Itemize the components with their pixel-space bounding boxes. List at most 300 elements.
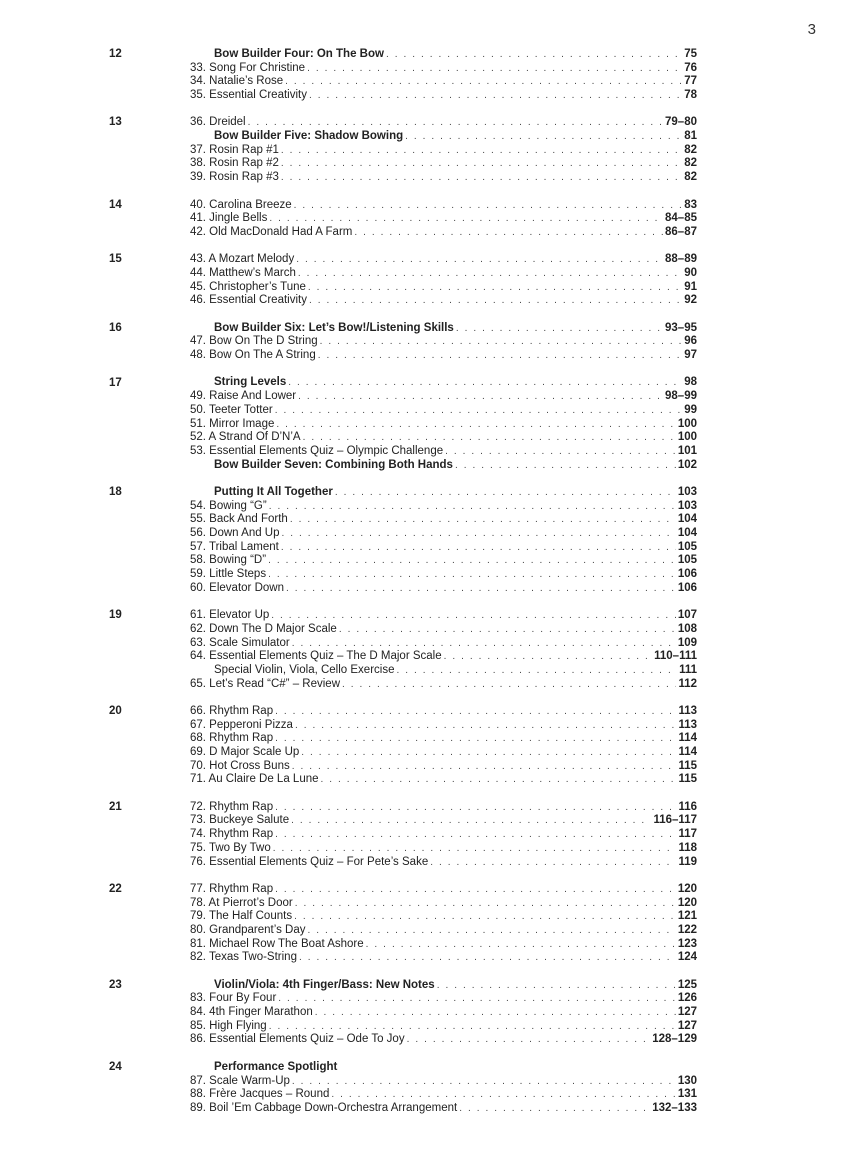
entry-title: Special Violin, Viola, Cello Exercise	[214, 663, 395, 676]
dot-leader	[275, 404, 683, 418]
entry-page: 115	[678, 759, 697, 772]
entry-page: 126	[677, 992, 697, 1005]
entry-title: 75. Two By Two	[190, 841, 271, 854]
section-page-number: 23	[109, 978, 122, 991]
dot-leader	[292, 1075, 676, 1089]
dot-leader	[291, 814, 651, 828]
toc-section	[109, 979, 697, 1047]
toc-entry	[190, 705, 697, 719]
entry-page: 102	[677, 458, 697, 471]
entry-title: 35. Essential Creativity	[190, 89, 307, 102]
toc-entry	[190, 322, 697, 336]
toc-entry	[190, 171, 697, 185]
dot-leader	[298, 267, 682, 281]
entry-title: 81. Michael Row The Boat Ashore	[190, 937, 364, 950]
section-entries	[190, 322, 697, 363]
toc-entry	[190, 623, 697, 637]
dot-leader	[430, 856, 676, 870]
toc-section	[109, 199, 697, 240]
entry-title: 55. Back And Forth	[190, 513, 288, 526]
entry-title: 67. Pepperoni Pizza	[190, 718, 293, 731]
dot-leader	[248, 116, 663, 130]
entry-title: 58. Bowing “D”	[190, 554, 267, 567]
entry-page: 104	[677, 513, 697, 526]
entry-title: 50. Teeter Totter	[190, 403, 273, 416]
dot-leader	[275, 732, 676, 746]
dot-leader	[278, 992, 676, 1006]
entry-page: 75	[684, 47, 697, 60]
dot-leader	[269, 212, 663, 226]
entry-title: 78. At Pierrot’s Door	[190, 896, 293, 909]
dot-leader	[318, 349, 682, 363]
section-page-number: 21	[109, 800, 122, 813]
entry-page: 130	[677, 1074, 697, 1087]
toc-entry	[190, 253, 697, 267]
entry-page: 124	[677, 951, 697, 964]
entry-title: 37. Rosin Rap #1	[190, 143, 279, 156]
entry-page: 125	[677, 978, 697, 991]
dot-leader	[281, 144, 682, 158]
section-page-number: 24	[109, 1060, 122, 1073]
dot-leader	[275, 705, 676, 719]
section-entries	[190, 801, 697, 869]
dot-leader	[281, 171, 682, 185]
entry-page: 114	[678, 732, 697, 745]
toc-entry	[190, 582, 697, 596]
section-entries	[190, 253, 697, 308]
dot-leader	[354, 226, 663, 240]
entry-page: 98–99	[665, 390, 697, 403]
toc-entry	[190, 404, 697, 418]
entry-page: 119	[678, 855, 697, 868]
toc-entry	[190, 130, 697, 144]
section-entries	[190, 377, 697, 473]
dot-leader	[321, 773, 677, 787]
entry-page: 122	[677, 923, 697, 936]
dot-leader	[275, 801, 676, 815]
toc-entry	[190, 144, 697, 158]
entry-title: 47. Bow On The D String	[190, 335, 318, 348]
toc-section	[109, 322, 697, 363]
dot-leader	[295, 719, 677, 733]
dot-leader	[386, 48, 682, 62]
entry-title: 85. High Flying	[190, 1019, 267, 1032]
toc-section	[109, 377, 697, 473]
entry-page: 105	[677, 540, 697, 553]
entry-title: Bow Builder Four: On The Bow	[214, 47, 384, 60]
entry-page: 120	[677, 896, 697, 909]
toc-entry	[190, 527, 697, 541]
entry-title: 87. Scale Warm-Up	[190, 1074, 290, 1087]
entry-page: 111	[679, 663, 697, 676]
entry-title: Bow Builder Seven: Combining Both Hands	[214, 458, 453, 471]
section-entries	[190, 609, 697, 691]
table-of-contents	[109, 48, 697, 1129]
entry-title: 73. Buckeye Salute	[190, 814, 290, 827]
entry-title: 84. 4th Finger Marathon	[190, 1006, 313, 1019]
toc-entry	[190, 979, 697, 993]
entry-page: 93–95	[665, 321, 697, 334]
entry-title: 89. Boil ’Em Cabbage Down-Orchestra Arrangement	[190, 1101, 458, 1114]
dot-leader	[342, 678, 676, 692]
entry-title: 43. A Mozart Melody	[190, 253, 295, 266]
entry-page: 117	[678, 828, 697, 841]
entry-page: 97	[684, 349, 697, 362]
dot-leader	[307, 62, 682, 76]
toc-entry	[190, 158, 697, 172]
dot-leader	[292, 637, 676, 651]
dot-leader	[269, 500, 676, 514]
section-page-number: 12	[109, 48, 122, 60]
entry-title: 41. Jingle Bells	[190, 212, 268, 225]
entry-title: Bow Builder Five: Shadow Bowing	[214, 130, 404, 143]
entry-page: 120	[677, 882, 697, 895]
entry-title: 45. Christopher’s Tune	[190, 280, 306, 293]
entry-page: 113	[678, 718, 697, 731]
entry-title: 48. Bow On The A String	[190, 349, 316, 362]
entry-page: 103	[677, 485, 697, 498]
entry-title: 33. Song For Christine	[190, 61, 306, 74]
section-page-number: 19	[109, 609, 122, 622]
entry-page: 82	[684, 171, 697, 184]
toc-entry	[190, 349, 697, 363]
entry-title: 39. Rosin Rap #3	[190, 171, 279, 184]
toc-entry	[190, 678, 697, 692]
toc-entry	[190, 48, 697, 62]
entry-page: 128–129	[652, 1033, 697, 1046]
dot-leader	[301, 746, 676, 760]
entry-page: 127	[677, 1019, 697, 1032]
entry-page: 100	[677, 417, 697, 430]
entry-page: 78	[684, 89, 697, 102]
dot-leader	[294, 199, 683, 213]
section-entries	[190, 979, 697, 1047]
toc-entry	[190, 856, 697, 870]
toc-entry	[190, 1102, 697, 1116]
entry-page: 115	[678, 773, 697, 786]
toc-entry	[190, 842, 697, 856]
toc-entry	[190, 609, 697, 623]
toc-section	[109, 609, 697, 691]
toc-entry	[190, 199, 697, 213]
toc-entry	[190, 828, 697, 842]
dot-leader	[445, 445, 676, 459]
entry-page: 100	[677, 431, 697, 444]
dot-leader	[299, 951, 676, 965]
toc-entry	[190, 924, 697, 938]
toc-entry	[190, 212, 697, 226]
entry-title: 61. Elevator Up	[190, 609, 270, 622]
entry-title: 65. Let’s Read “C#” – Review	[190, 677, 340, 690]
entry-title: 51. Mirror Image	[190, 417, 275, 430]
dot-leader	[309, 89, 682, 103]
toc-entry	[190, 89, 697, 103]
entry-title: 56. Down And Up	[190, 527, 280, 540]
section-page-number: 22	[109, 882, 122, 895]
section-page-number: 16	[109, 321, 122, 334]
entry-page: 104	[677, 527, 697, 540]
dot-leader	[407, 1033, 651, 1047]
toc-entry	[190, 377, 697, 391]
toc-entry	[190, 568, 697, 582]
entry-title: 77. Rhythm Rap	[190, 882, 274, 895]
toc-section	[109, 48, 697, 103]
toc-entry	[190, 637, 697, 651]
dot-leader	[456, 322, 663, 336]
dot-leader	[295, 897, 676, 911]
dot-leader	[309, 294, 682, 308]
toc-entry	[190, 938, 697, 952]
dot-leader	[282, 527, 676, 541]
entry-title: 64. Essential Elements Quiz – The D Major Scale	[190, 650, 442, 663]
toc-entry	[190, 746, 697, 760]
entry-page: 121	[677, 910, 697, 923]
toc-entry	[190, 75, 697, 89]
toc-entry	[190, 897, 697, 911]
toc-section	[109, 1061, 697, 1116]
entry-title: 62. Down The D Major Scale	[190, 622, 337, 635]
entry-title: 79. The Half Counts	[190, 910, 293, 923]
entry-page: 123	[677, 937, 697, 950]
dot-leader	[455, 459, 676, 473]
entry-title: 76. Essential Elements Quiz – For Pete’s Sake	[190, 855, 429, 868]
toc-section	[109, 253, 697, 308]
entry-title: 36. Dreidel	[190, 116, 246, 129]
entry-title: 44. Matthew’s March	[190, 266, 296, 279]
section-page-number: 15	[109, 253, 122, 266]
toc-entry	[190, 1034, 697, 1048]
entry-page: 116–117	[653, 814, 697, 827]
toc-entry	[190, 281, 697, 295]
entry-page: 83	[684, 198, 697, 211]
toc-entry	[190, 883, 697, 897]
dot-leader	[396, 664, 677, 678]
toc-section	[109, 801, 697, 869]
toc-entry	[190, 1020, 697, 1034]
section-entries	[190, 883, 697, 965]
section-page-number: 20	[109, 705, 122, 717]
entry-page: 105	[677, 554, 697, 567]
entry-title: 74. Rhythm Rap	[190, 828, 274, 841]
section-entries	[190, 116, 697, 184]
entry-page: 84–85	[665, 212, 697, 225]
toc-entry	[190, 719, 697, 733]
section-page-number: 18	[109, 486, 122, 498]
entry-page: 106	[677, 568, 697, 581]
toc-entry	[190, 554, 697, 568]
dot-leader	[303, 431, 676, 445]
dot-leader	[308, 924, 676, 938]
page-number: 3	[807, 21, 816, 38]
entry-title: 86. Essential Elements Quiz – Ode To Joy	[190, 1033, 405, 1046]
entry-page: 79–80	[665, 116, 697, 129]
entry-page: 92	[684, 294, 697, 307]
dot-leader	[296, 253, 663, 267]
entry-page: 76	[684, 61, 697, 74]
entry-title: Violin/Viola: 4th Finger/Bass: New Notes	[214, 978, 435, 991]
entry-page: 91	[684, 280, 697, 293]
dot-leader	[271, 609, 676, 623]
entry-title: 69. D Major Scale Up	[190, 746, 300, 759]
entry-title: 88. Frère Jacques – Round	[190, 1088, 330, 1101]
toc-entry	[190, 431, 697, 445]
entry-page: 77	[684, 75, 697, 88]
entry-page: 88–89	[665, 253, 697, 266]
entry-title: String Levels	[214, 376, 287, 389]
entry-title: 71. Au Claire De La Lune	[190, 773, 319, 786]
dot-leader	[366, 938, 676, 952]
toc-entry	[190, 445, 697, 459]
dot-leader	[288, 376, 682, 390]
dot-leader	[281, 541, 676, 555]
entry-title: 59. Little Steps	[190, 568, 267, 581]
toc-section	[109, 116, 697, 184]
section-entries	[190, 48, 697, 103]
toc-entry	[190, 951, 697, 965]
entry-page: 116	[678, 800, 697, 813]
section-entries	[190, 486, 697, 596]
entry-page: 98	[684, 376, 697, 389]
dot-leader	[298, 390, 663, 404]
dot-leader	[331, 1088, 675, 1102]
section-page-number: 13	[109, 116, 122, 129]
entry-title: 34. Natalie’s Rose	[190, 75, 284, 88]
entry-title: Putting It All Together	[214, 485, 333, 498]
toc-entry	[190, 459, 697, 473]
section-page-number: 14	[109, 198, 122, 211]
toc-entry	[190, 992, 697, 1006]
entry-page: 99	[684, 403, 697, 416]
entry-page: 96	[684, 335, 697, 348]
dot-leader	[405, 130, 682, 144]
toc-entry	[190, 1061, 697, 1075]
entry-title: 40. Carolina Breeze	[190, 198, 292, 211]
entry-page: 110–111	[654, 650, 697, 663]
toc-entry	[190, 910, 697, 924]
entry-title: 66. Rhythm Rap	[190, 704, 274, 717]
entry-title: 49. Raise And Lower	[190, 390, 297, 403]
toc-entry	[190, 760, 697, 774]
toc-entry	[190, 732, 697, 746]
entry-title: 53. Essential Elements Quiz – Olympic Challenge	[190, 444, 444, 457]
toc-entry	[190, 1075, 697, 1089]
entry-page: 81	[684, 130, 697, 143]
entry-page: 103	[677, 499, 697, 512]
entry-page: 82	[684, 143, 697, 156]
dot-leader	[268, 554, 676, 568]
toc-entry	[190, 226, 697, 240]
entry-page: 127	[677, 1006, 697, 1019]
dot-leader	[281, 157, 682, 171]
toc-entry	[190, 116, 697, 130]
entry-title: 83. Four By Four	[190, 992, 277, 1005]
dot-leader	[437, 979, 676, 993]
dot-leader	[275, 828, 676, 842]
toc-section	[109, 486, 697, 596]
entry-title: 42. Old MacDonald Had A Farm	[190, 225, 353, 238]
section-entries	[190, 705, 697, 787]
dot-leader	[275, 883, 676, 897]
toc-entry	[190, 801, 697, 815]
dot-leader	[335, 486, 676, 500]
dot-leader	[285, 75, 682, 89]
entry-page: 132–133	[652, 1101, 697, 1114]
entry-title: Performance Spotlight	[214, 1060, 338, 1073]
toc-entry	[190, 390, 697, 404]
section-page-number: 17	[109, 376, 122, 389]
entry-title: 38. Rosin Rap #2	[190, 157, 279, 170]
entry-page: 113	[678, 704, 697, 717]
dot-leader	[276, 418, 675, 432]
section-entries	[190, 199, 697, 240]
toc-section	[109, 705, 697, 787]
entry-page: 109	[677, 636, 697, 649]
entry-title: 72. Rhythm Rap	[190, 800, 274, 813]
entry-page: 86–87	[665, 225, 697, 238]
entry-title: 68. Rhythm Rap	[190, 732, 274, 745]
entry-page: 107	[677, 609, 697, 622]
entry-page: 108	[677, 622, 697, 635]
toc-entry	[190, 294, 697, 308]
dot-leader	[315, 1006, 676, 1020]
toc-section	[109, 883, 697, 965]
dot-leader	[286, 582, 676, 596]
dot-leader	[339, 623, 676, 637]
section-entries	[190, 1061, 697, 1116]
dot-leader	[292, 760, 677, 774]
toc-entry	[190, 513, 697, 527]
toc-entry	[190, 335, 697, 349]
entry-page: 82	[684, 157, 697, 170]
entry-title: 70. Hot Cross Buns	[190, 759, 290, 772]
toc-entry	[190, 650, 697, 664]
entry-title: Bow Builder Six: Let’s Bow!/Listening Skills	[214, 321, 454, 334]
entry-page: 90	[684, 266, 697, 279]
entry-page: 114	[678, 746, 697, 759]
entry-title: 80. Grandparent’s Day	[190, 923, 306, 936]
toc-entry	[190, 1088, 697, 1102]
toc-entry	[190, 773, 697, 787]
dot-leader	[294, 910, 676, 924]
entry-title: 63. Scale Simulator	[190, 636, 290, 649]
entry-page: 131	[677, 1088, 697, 1101]
dot-leader	[268, 568, 676, 582]
dot-leader	[308, 281, 682, 295]
entry-page: 112	[678, 677, 697, 690]
toc-entry	[190, 664, 697, 678]
entry-title: 82. Texas Two-String	[190, 951, 297, 964]
dot-leader	[444, 650, 653, 664]
entry-title: 60. Elevator Down	[190, 581, 284, 594]
entry-title: 46. Essential Creativity	[190, 294, 307, 307]
toc-entry	[190, 541, 697, 555]
dot-leader	[459, 1102, 650, 1116]
dot-leader	[320, 335, 683, 349]
dot-leader	[269, 1020, 676, 1034]
toc-entry	[190, 62, 697, 76]
toc-entry	[190, 500, 697, 514]
entry-page: 118	[678, 841, 697, 854]
dot-leader	[273, 842, 677, 856]
entry-page: 101	[677, 444, 697, 457]
dot-leader	[290, 513, 676, 527]
entry-title: 54. Bowing “G”	[190, 499, 267, 512]
entry-page: 106	[677, 581, 697, 594]
toc-entry	[190, 267, 697, 281]
toc-entry	[190, 815, 697, 829]
entry-title: 52. A Strand Of D’N’A	[190, 431, 301, 444]
toc-entry	[190, 418, 697, 432]
